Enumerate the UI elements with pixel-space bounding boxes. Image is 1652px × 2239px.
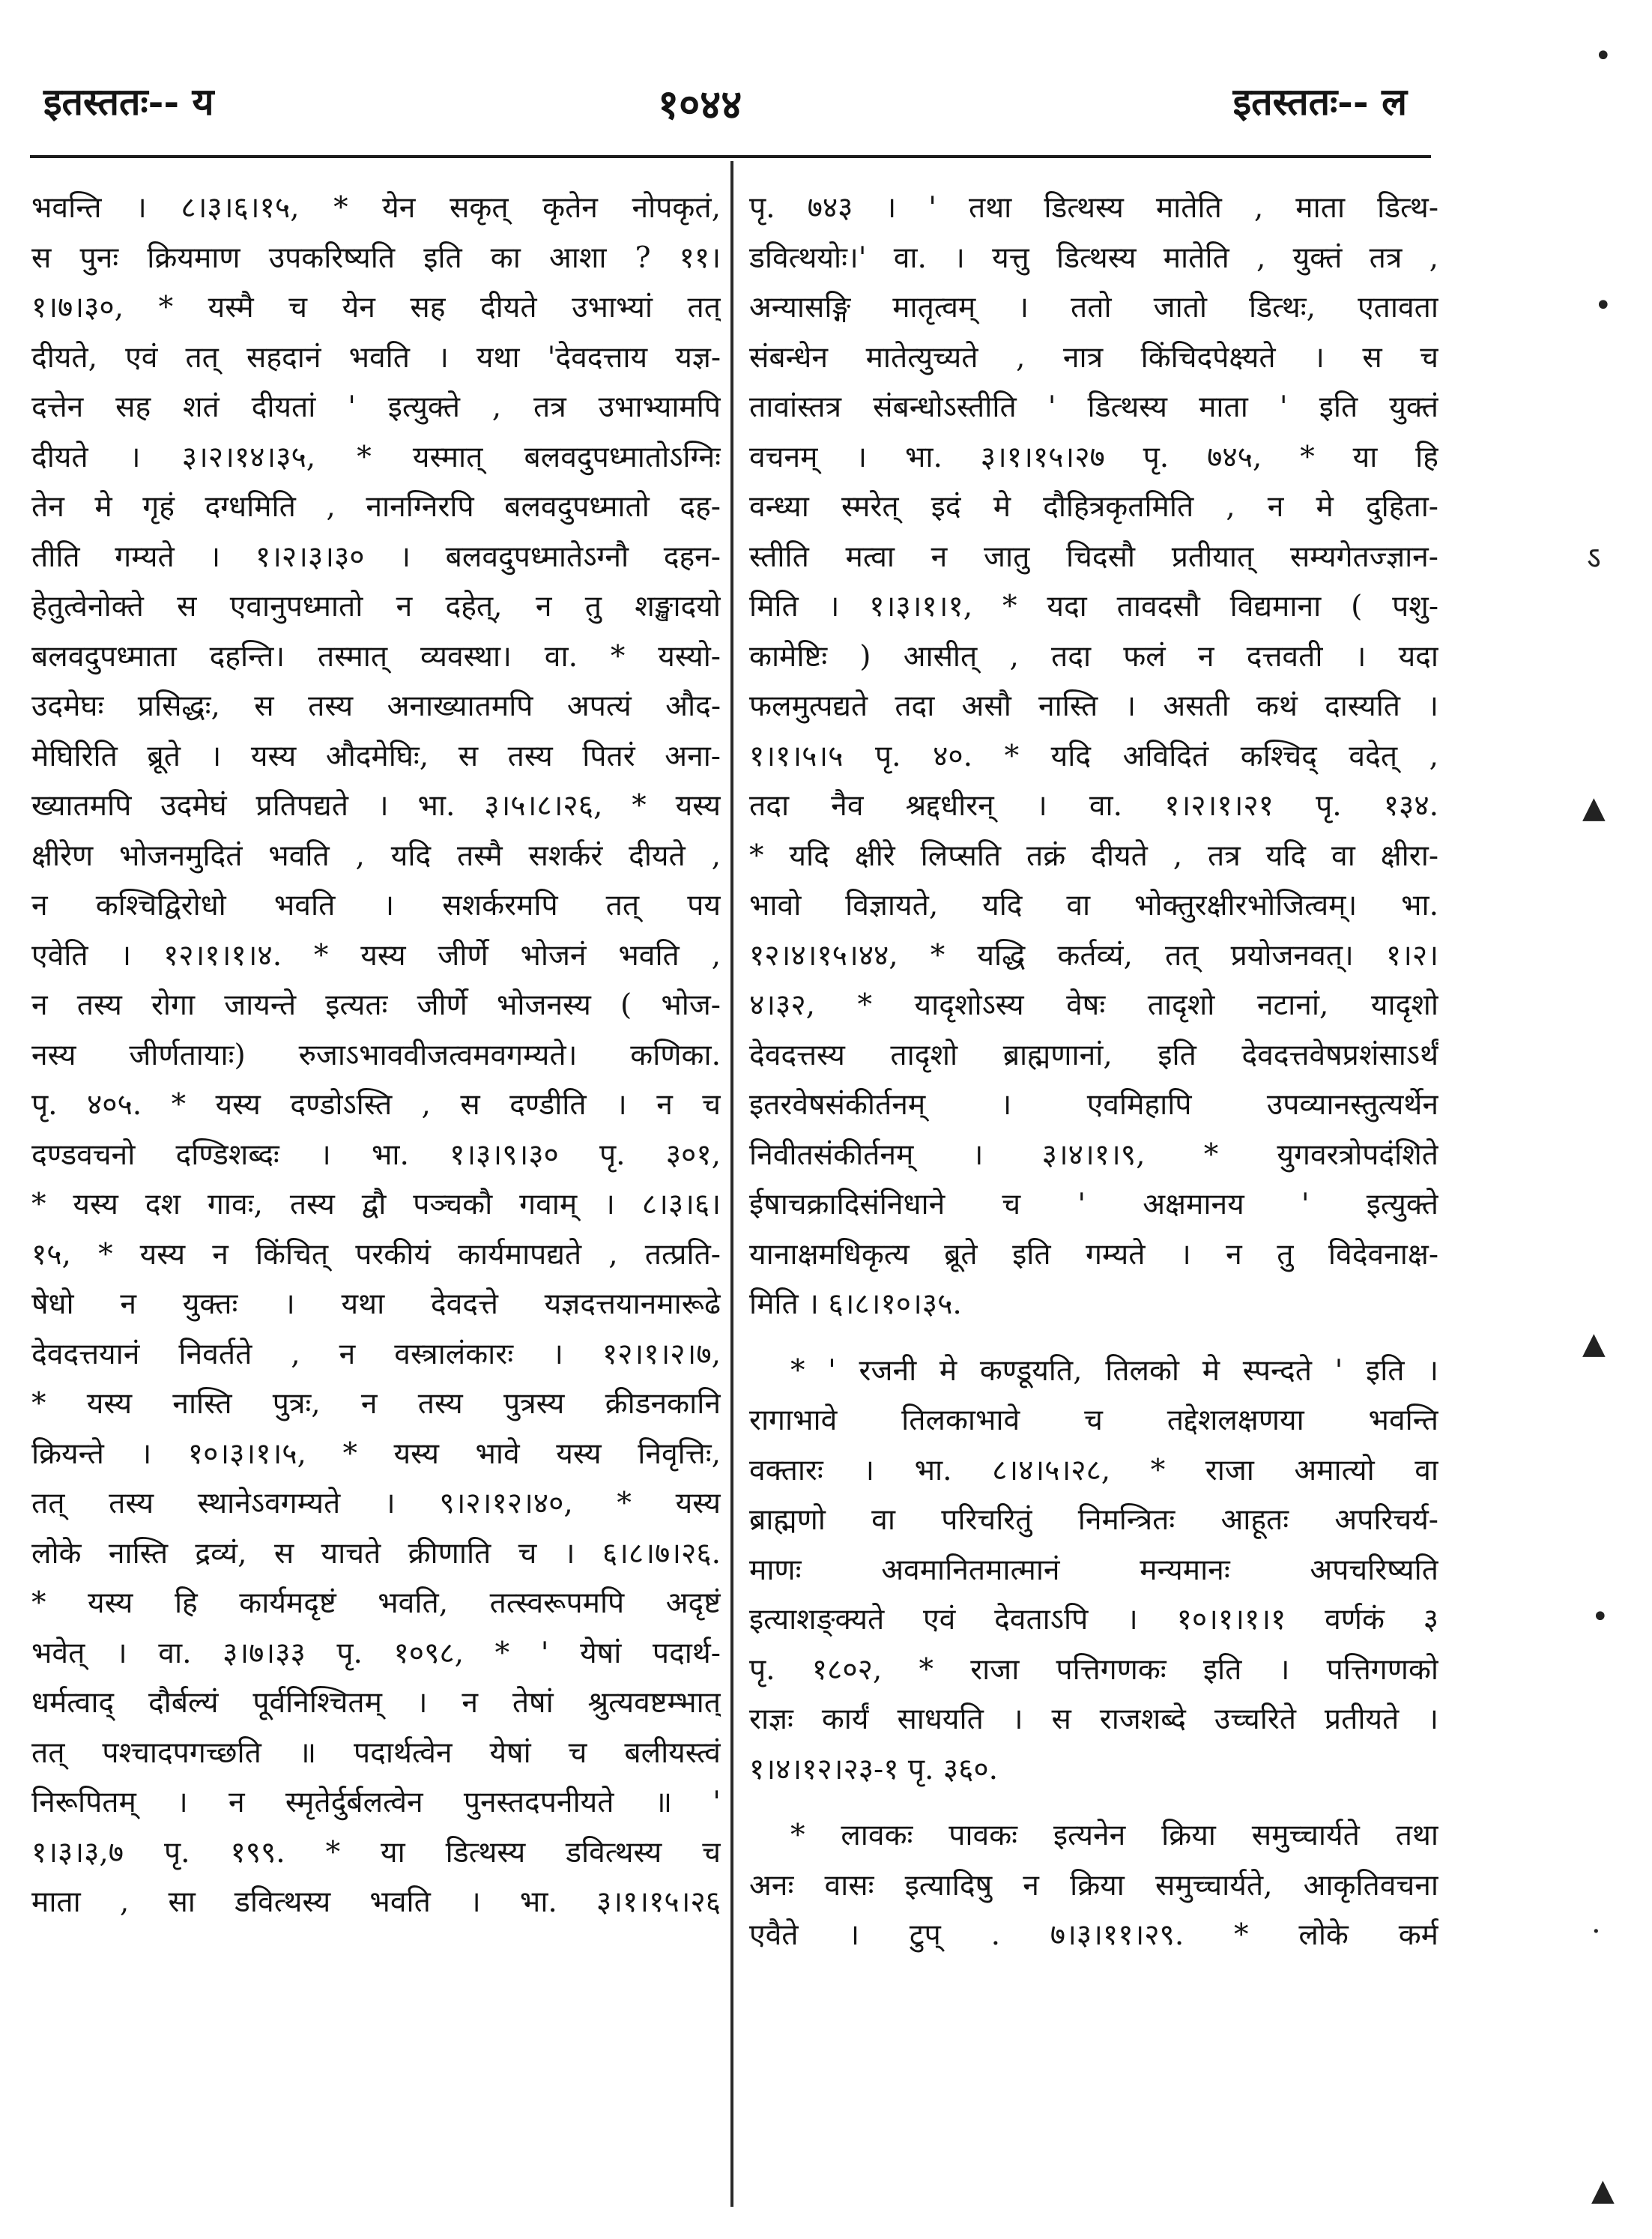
text-line: १५, * यस्य न किंचित् परकीयं कार्यमापद्यते , तत्प्रति- bbox=[31, 1237, 721, 1272]
text-line: फलमुत्पद्यते तदा असौ नास्ति । असती कथं दास्यति । bbox=[749, 689, 1438, 723]
margin-dot: · bbox=[1591, 1915, 1601, 1949]
text-line: दत्तेन सह शतं दीयतां ' इत्युक्ते , तत्र उभाभ्यामपि bbox=[31, 390, 721, 424]
text-line: नस्य जीर्णतायाः) रुजाऽभाववीजत्वमवगम्यते। कणिका. bbox=[31, 1038, 721, 1072]
text-line: भवन्ति । ८।३।६।१५, * येन सकृत् कृतेन नोपकृतं, bbox=[31, 191, 721, 225]
text-line: भवेत् । वा. ३।७।३३ पृ. १०९८, * ' येषां पदार्थ- bbox=[31, 1636, 721, 1670]
text-line: देवदत्तस्य तादृशो ब्राह्मणानां, इति देवदत्तवेषप्रशंसाऽर्थं bbox=[749, 1038, 1438, 1072]
right-paragraph-1 bbox=[749, 184, 1438, 1330]
text-line: ४।३२, * यादृशोऽस्य वेषः तादृशो नटानां, यादृशो bbox=[749, 988, 1438, 1022]
right-column bbox=[749, 184, 1438, 1961]
text-line: पृ. ७४३ । ' तथा डित्थस्य मातेति , माता डित्थ- bbox=[749, 191, 1438, 225]
text-line: न तस्य रोगा जायन्ते इत्यतः जीर्णे भोजनस्य ( भोज- bbox=[31, 988, 721, 1022]
page-number: १०४४ bbox=[658, 80, 742, 128]
margin-mark: ▲ bbox=[1582, 791, 1606, 825]
text-line: दीयते, एवं तत् सहदानं भवति । यथा 'देवदत्ताय यज्ञ- bbox=[31, 340, 721, 375]
text-line: दीयते । ३।२।१४।३५, * यस्मात् बलवदुपध्मातोऽग्निः bbox=[31, 440, 721, 474]
text-line: लोके नास्ति द्रव्यं, स याचते क्रीणाति च । ६।८।७।२६. bbox=[31, 1536, 721, 1571]
page-header bbox=[43, 75, 1407, 150]
text-line: इतरवेषसंकीर्तनम् । एवमिहापि उपव्यानस्तुत्यर्थेन bbox=[749, 1088, 1438, 1122]
margin-dot: • bbox=[1594, 288, 1612, 323]
text-line: १।४।१२।२३-१ पृ. ३६०. bbox=[749, 1752, 999, 1786]
right-paragraph-3 bbox=[749, 1811, 1438, 1961]
text-line: एवेति । १२।१।१।४. * यस्य जीर्णे भोजनं भवति , bbox=[31, 938, 721, 973]
running-head-left: इतस्ततः-- य bbox=[43, 79, 214, 124]
text-line: * लावकः पावकः इत्यनेन क्रिया समुच्चार्यते तथा bbox=[790, 1819, 1438, 1852]
margin-dot: • bbox=[1594, 39, 1612, 73]
text-line: क्षीरेण भोजनमुदितं भवति , यदि तस्मै सशर्करं दीयते , bbox=[31, 839, 721, 873]
text-line: मिति । १।३।१।१, * यदा तावदसौ विद्यमाना ( पशु- bbox=[749, 590, 1438, 623]
margin-mark: ऽ bbox=[1587, 541, 1601, 575]
text-line: राज्ञः कार्यं साधयति । स राजशब्दे उच्चरिते प्रतीयते । bbox=[749, 1702, 1438, 1736]
text-line: धर्मत्वाद् दौर्बल्यं पूर्वनिश्चितम् । न तेषां श्रुत्यवष्टम्भात् bbox=[31, 1686, 721, 1720]
text-line: मिति । ६।८।१०।३५. bbox=[749, 1287, 962, 1321]
left-column bbox=[31, 184, 721, 1928]
header-rule bbox=[30, 155, 1431, 158]
text-line: तावांस्तत्र संबन्धोऽस्तीति ' डित्थस्य माता ' इति युक्तं bbox=[749, 390, 1438, 424]
text-line: * यस्य दश गावः, तस्य द्वौ पञ्चकौ गवाम् । ८।३।६। bbox=[31, 1188, 721, 1221]
text-line: ईषाचक्रादिसंनिधाने च ' अक्षमानय ' इत्युक्ते bbox=[749, 1188, 1438, 1221]
text-line: स पुनः क्रियमाण उपकरिष्यति इति का आशा ? ११। bbox=[31, 241, 721, 275]
text-line: * यदि क्षीरे लिप्सति तक्रं दीयते , तत्र यदि वा क्षीरा- bbox=[749, 839, 1438, 873]
text-line: वक्तारः । भा. ८।४।५।२८, * राजा अमात्यो वा bbox=[749, 1453, 1438, 1487]
text-line: १२।४।१५।४४, * यद्धि कर्तव्यं, तत् प्रयोजनवत्। १।२। bbox=[749, 938, 1438, 973]
text-line: षेधो न युक्तः । यथा देवदत्ते यज्ञदत्तयानमारूढे bbox=[31, 1287, 721, 1321]
running-head-right: इतस्ततः-- ल bbox=[1232, 79, 1407, 124]
text-line: उदमेघः प्रसिद्धः, स तस्य अनाख्यातमपि अपत्यं औद- bbox=[31, 689, 721, 723]
text-line: * ' रजनी मे कण्डूयति, तिलको मे स्पन्दते ' इति । bbox=[790, 1353, 1438, 1388]
text-line: तत् पश्चादपगच्छति ॥ पदार्थत्वेन येषां च बलीयस्त्वं bbox=[31, 1735, 721, 1770]
text-line: न कश्चिद्विरोधो भवति । सशर्करमपि तत् पय bbox=[31, 889, 721, 922]
text-line: १।३।३,७ पृ. १९९. * या डित्थस्य डवित्थस्य च bbox=[31, 1835, 721, 1870]
text-line: वचनम् । भा. ३।१।१५।२७ पृ. ७४५, * या हि bbox=[749, 440, 1438, 474]
text-line: ख्यातमपि उदमेघं प्रतिपद्यते । भा. ३।५।८।२६, * यस्य bbox=[31, 789, 721, 823]
text-line: तीति गम्यते । १।२।३।३० । बलवदुपध्मातेऽग्नौ दहन- bbox=[31, 540, 721, 574]
text-line: मेघिरिति ब्रूते । यस्य औदमेघिः, स तस्य पितरं अना- bbox=[31, 739, 721, 773]
text-line: संबन्धेन मातेत्युच्यते , नात्र किंचिदपेक्ष्यते । स च bbox=[749, 340, 1438, 375]
text-line: बलवदुपध्माता दहन्ति। तस्मात् व्यवस्था। वा. * यस्यो- bbox=[31, 639, 721, 674]
text-line: हेतुत्वेनोक्ते स एवानुपध्मातो न दहेत्, न तु शङ्खादयो bbox=[31, 590, 721, 623]
text-line: माता , सा डवित्थस्य भवति । भा. ३।१।१५।२६ bbox=[31, 1885, 721, 1919]
text-line: तदा नैव श्रद्दधीरन् । वा. १।२।१।२१ पृ. १३४. bbox=[749, 789, 1438, 823]
text-line: अनः वासः इत्यादिषु न क्रिया समुच्चार्यते, आकृतिवचना bbox=[749, 1868, 1438, 1903]
margin-dot: • bbox=[1591, 1600, 1609, 1634]
text-line: डवित्थयोः।' वा. । यत्तु डित्थस्य मातेति , युक्तं तत्र , bbox=[749, 241, 1438, 275]
text-line: ब्राह्मणो वा परिचरितुं निमन्त्रितः आहूतः अपरिचर्य- bbox=[749, 1503, 1438, 1537]
text-line: देवदत्तयानं निवर्तते , न वस्त्रालंकारः । १२।१।२।७, bbox=[31, 1337, 721, 1371]
text-line: निवीतसंकीर्तनम् । ३।४।१।९, * युगवरत्रोपदंशिते bbox=[749, 1137, 1438, 1172]
text-line: अन्यासङ्गि मातृत्वम् । ततो जातो डित्थः, एतावता bbox=[749, 291, 1438, 324]
text-line: इत्याशङ्क्यते एवं देवताऽपि । १०।१।१।१ वर्णकं ३ bbox=[749, 1603, 1438, 1637]
text-line: माणः अवमानितमात्मानं मन्यमानः अपचरिष्यति bbox=[749, 1553, 1438, 1587]
text-line: रागाभावे तिलकाभावे च तद्देशलक्षणया भवन्ति bbox=[749, 1403, 1438, 1437]
text-line: तेन मे गृहं दग्धमिति , नानग्निरपि बलवदुपध्मातो दह- bbox=[31, 490, 721, 524]
text-line: एवैते । टुप् . ७।३।११।२९. * लोके कर्म bbox=[749, 1918, 1438, 1952]
text-line: यानाक्षमधिकृत्य ब्रूते इति गम्यते । न तु विदेवनाक्ष- bbox=[749, 1237, 1438, 1272]
right-paragraph-2 bbox=[749, 1347, 1438, 1795]
text-line: कामेष्टिः ) आसीत् , तदा फलं न दत्तवती । यदा bbox=[749, 639, 1438, 674]
text-line: १।७।३०, * यस्मै च येन सह दीयते उभाभ्यां तत् bbox=[31, 291, 721, 324]
text-line: निरूपितम् । न स्मृतेर्दुर्बलत्वेन पुनस्तदपनीयते ॥ ' bbox=[31, 1786, 721, 1819]
text-line: भावो विज्ञायते, यदि वा भोक्तुरक्षीरभोजित्वम्। भा. bbox=[749, 889, 1438, 922]
margin-mark: ▲ bbox=[1582, 1326, 1606, 1361]
text-line: वन्ध्या स्मरेत् इदं मे दौहित्रकृतमिति , न मे दुहिता- bbox=[749, 490, 1438, 524]
text-line: तत् तस्य स्थानेऽवगम्यते । ९।२।१२।४०, * यस्य bbox=[31, 1487, 721, 1520]
text-line: दण्डवचनो दण्डिशब्दः । भा. १।३।९।३० पृ. ३०१, bbox=[31, 1137, 721, 1172]
text-line: * यस्य हि कार्यमदृष्टं भवति, तत्स्वरूपमपि अदृष्टं bbox=[31, 1586, 721, 1620]
column-divider bbox=[730, 161, 733, 2207]
text-line: क्रियन्ते । १०।३।१।५, * यस्य भावे यस्य निवृत्तिः, bbox=[31, 1436, 721, 1471]
text-line: स्तीति मत्वा न जातु चिदसौ प्रतीयात् सम्यगेतज्ज्ञान- bbox=[749, 540, 1438, 574]
text-line: पृ. ४०५. * यस्य दण्डोऽस्ति , स दण्डीति । न च bbox=[31, 1088, 721, 1122]
text-line: * यस्य नास्ति पुत्रः, न तस्य पुत्रस्य क्रीडनकानि bbox=[31, 1387, 721, 1421]
text-line: १।१।५।५ पृ. ४०. * यदि अविदितं कश्चिद् वदेत् , bbox=[749, 739, 1438, 773]
text-line: पृ. १८०२, * राजा पत्तिगणकः इति । पत्तिगणको bbox=[749, 1652, 1438, 1687]
margin-mark: ▲ bbox=[1591, 2173, 1615, 2208]
